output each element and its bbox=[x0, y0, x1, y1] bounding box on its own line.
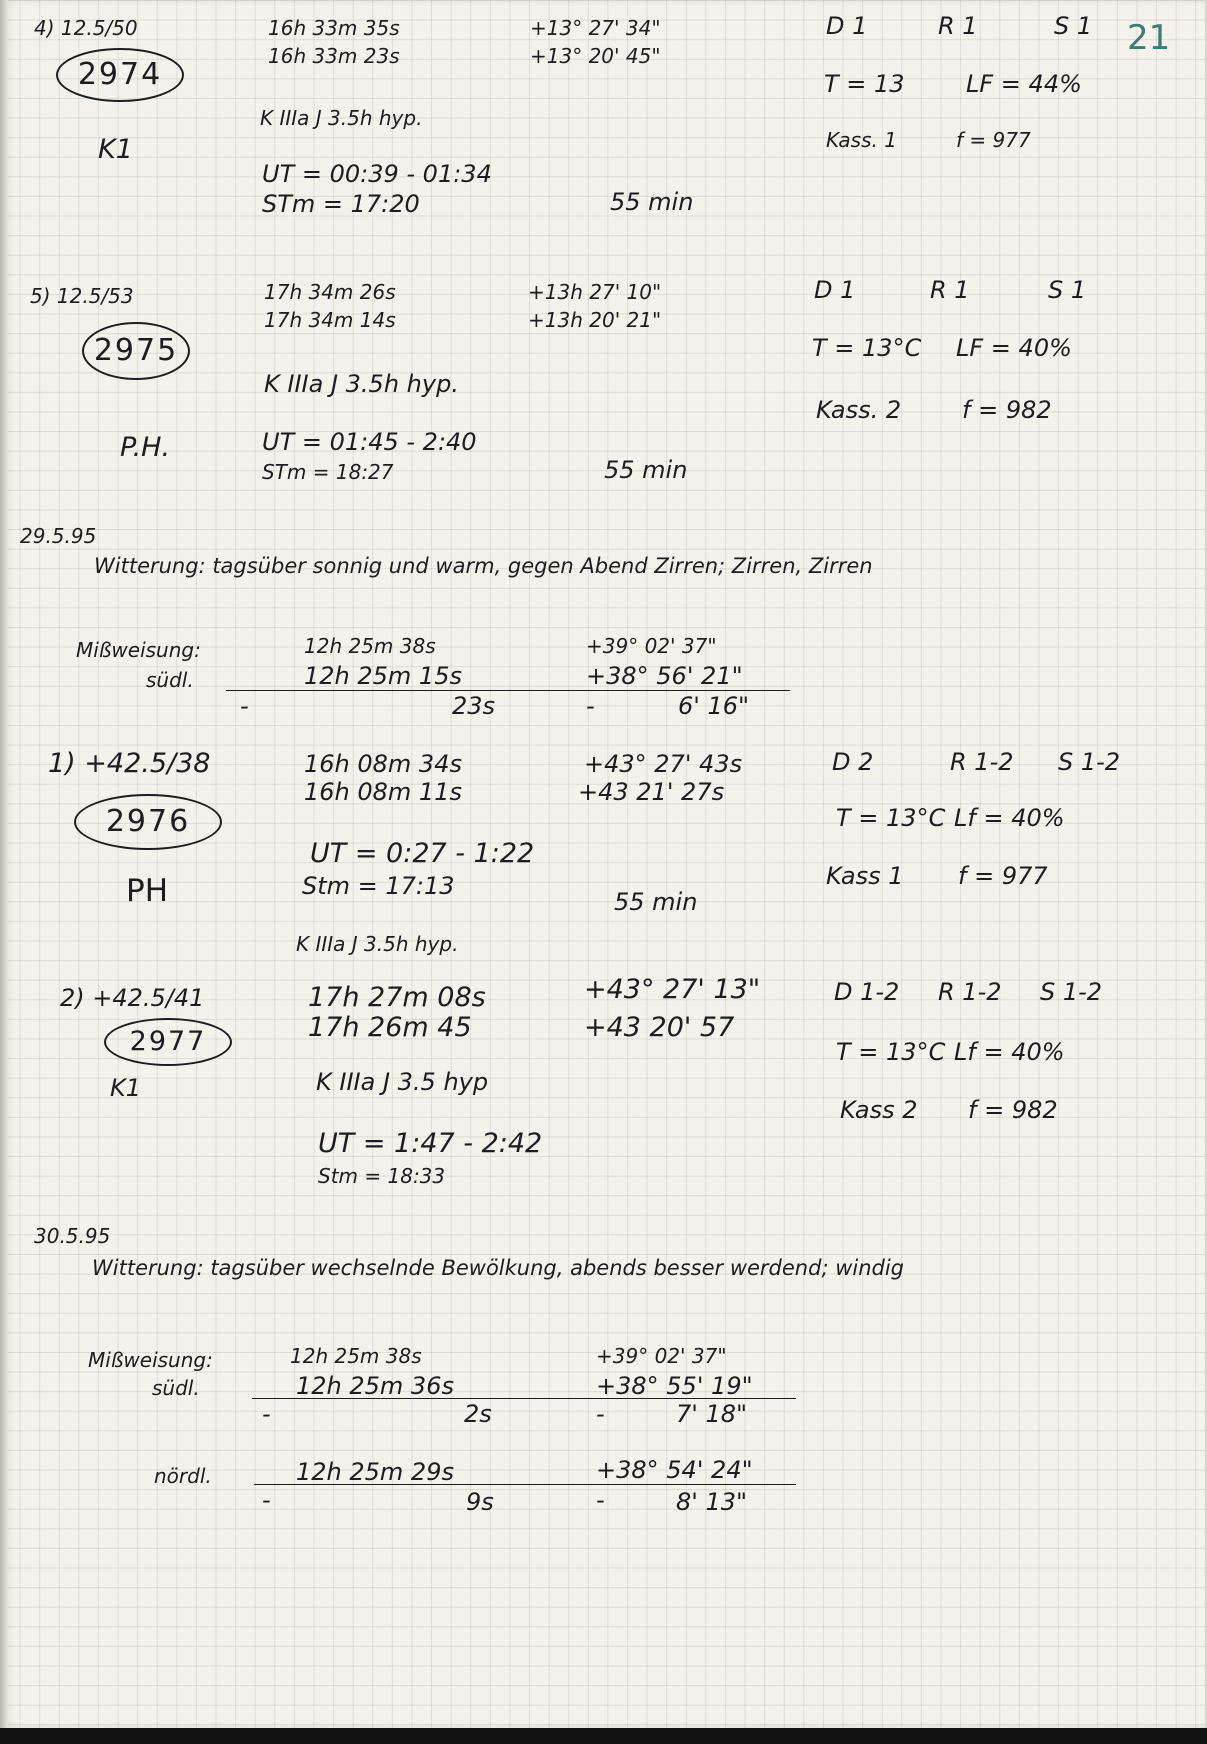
page-number: 21 bbox=[1127, 18, 1171, 58]
r-rating: R 1-2 bbox=[938, 978, 1002, 1006]
dec-reference: +39° 02' 37" bbox=[596, 1344, 727, 1368]
ra-start: 16h 08m 34s bbox=[304, 750, 462, 778]
temperature: T = 13°C bbox=[836, 804, 946, 832]
polar-misalignment-label: Mißweisung: bbox=[88, 1348, 213, 1372]
dec-minus-sign-north: - bbox=[596, 1486, 605, 1514]
sidereal-time: Stm = 18:33 bbox=[318, 1164, 446, 1188]
observation-label: 1) +42.5/38 bbox=[48, 748, 211, 779]
ra-start: 16h 33m 35s bbox=[268, 16, 400, 40]
humidity: Lf = 40% bbox=[954, 804, 1065, 832]
direction-label: südl. bbox=[146, 668, 194, 692]
sidereal-time: Stm = 17:13 bbox=[302, 872, 455, 900]
cassette: Kass. 1 bbox=[826, 128, 897, 152]
subtraction-line bbox=[226, 690, 790, 691]
plate-type: K IIIa J 3.5h hyp. bbox=[264, 370, 459, 398]
d-rating: D 1-2 bbox=[834, 978, 900, 1006]
dec-end: +13° 20' 45" bbox=[530, 44, 661, 68]
dec-start: +43° 27' 43s bbox=[584, 750, 743, 778]
dec-measured-north: +38° 54' 24" bbox=[596, 1456, 753, 1484]
observer-initials: PH bbox=[126, 873, 169, 909]
focal-value: f = 982 bbox=[968, 1096, 1058, 1124]
observation-label: 5) 12.5/53 bbox=[30, 284, 134, 308]
plate-type: K IIIa J 3.5h hyp. bbox=[296, 932, 459, 956]
r-rating: R 1-2 bbox=[950, 748, 1014, 776]
ra-end: 16h 08m 11s bbox=[304, 778, 462, 806]
s-rating: S 1 bbox=[1048, 276, 1087, 304]
humidity: Lf = 40% bbox=[954, 1038, 1065, 1066]
plate-number: 2976 bbox=[74, 794, 222, 850]
focal-value: f = 977 bbox=[956, 128, 1031, 152]
plate-number: 2975 bbox=[82, 322, 190, 380]
ut-time: UT = 00:39 - 01:34 bbox=[262, 160, 492, 188]
direction-label: südl. bbox=[152, 1376, 200, 1400]
direction-label-north: nördl. bbox=[154, 1464, 212, 1488]
polar-misalignment-label: Mißweisung: bbox=[76, 638, 201, 662]
weather-note: Witterung: tagsüber wechselnde Bewölkung, abends besser werdend; windig bbox=[92, 1256, 905, 1280]
weather-note: Witterung: tagsüber sonnig und warm, gegen Abend Zirren; Zirren, Zirren bbox=[94, 554, 873, 578]
ra-end: 17h 34m 14s bbox=[264, 308, 396, 332]
dec-start: +13° 27' 34" bbox=[530, 16, 661, 40]
duration: 55 min bbox=[604, 456, 688, 484]
dec-difference: 7' 18" bbox=[676, 1400, 748, 1428]
dec-start: +43° 27' 13" bbox=[584, 974, 761, 1005]
focal-value: f = 982 bbox=[962, 396, 1052, 424]
ut-time: UT = 01:45 - 2:40 bbox=[262, 428, 477, 456]
ra-reference: 12h 25m 38s bbox=[290, 1344, 422, 1368]
dec-start: +13h 27' 10" bbox=[528, 280, 662, 304]
ra-measured-north: 12h 25m 29s bbox=[296, 1458, 454, 1486]
temperature: T = 13°C bbox=[836, 1038, 946, 1066]
dec-end: +13h 20' 21" bbox=[528, 308, 662, 332]
ut-time: UT = 0:27 - 1:22 bbox=[310, 838, 535, 869]
sidereal-time: STm = 17:20 bbox=[262, 190, 420, 218]
humidity: LF = 44% bbox=[966, 70, 1082, 98]
ra-reference: 12h 25m 38s bbox=[304, 634, 436, 658]
ra-start: 17h 27m 08s bbox=[308, 982, 486, 1013]
focal-value: f = 977 bbox=[958, 862, 1048, 890]
ra-minus-sign: - bbox=[262, 1400, 271, 1428]
dec-end: +43 21' 27s bbox=[578, 778, 725, 806]
ut-time: UT = 1:47 - 2:42 bbox=[318, 1128, 543, 1159]
dec-difference: 6' 16" bbox=[678, 692, 750, 720]
duration: 55 min bbox=[610, 188, 694, 216]
dec-minus-sign: - bbox=[596, 1400, 605, 1428]
temperature: T = 13°C bbox=[812, 334, 922, 362]
d-rating: D 2 bbox=[832, 748, 874, 776]
cassette: Kass. 2 bbox=[816, 396, 902, 424]
sidereal-time: STm = 18:27 bbox=[262, 460, 394, 484]
date-heading: 29.5.95 bbox=[20, 524, 97, 548]
ra-difference: 2s bbox=[464, 1400, 492, 1428]
dec-reference: +39° 02' 37" bbox=[586, 634, 717, 658]
dec-measured: +38° 55' 19" bbox=[596, 1372, 753, 1400]
dec-difference-north: 8' 13" bbox=[676, 1488, 748, 1516]
ra-difference-north: 9s bbox=[466, 1488, 494, 1516]
ra-difference: 23s bbox=[452, 692, 496, 720]
plate-number: 2977 bbox=[104, 1018, 232, 1066]
observer-initials: K1 bbox=[98, 134, 133, 165]
ra-minus-sign: - bbox=[240, 692, 249, 720]
observation-label: 4) 12.5/50 bbox=[34, 16, 138, 40]
cassette: Kass 1 bbox=[826, 862, 904, 890]
ra-minus-sign-north: - bbox=[262, 1486, 271, 1514]
humidity: LF = 40% bbox=[956, 334, 1072, 362]
temperature: T = 13 bbox=[824, 70, 905, 98]
subtraction-line-north bbox=[254, 1484, 796, 1485]
ra-measured: 12h 25m 36s bbox=[296, 1372, 454, 1400]
ra-end: 17h 26m 45 bbox=[308, 1012, 472, 1043]
s-rating: S 1-2 bbox=[1058, 748, 1121, 776]
plate-number: 2974 bbox=[56, 48, 184, 102]
date-heading: 30.5.95 bbox=[34, 1224, 111, 1248]
observation-label: 2) +42.5/41 bbox=[60, 984, 205, 1012]
plate-type: K IIIa J 3.5h hyp. bbox=[260, 106, 423, 130]
ra-end: 16h 33m 23s bbox=[268, 44, 400, 68]
dec-minus-sign: - bbox=[586, 692, 595, 720]
s-rating: S 1 bbox=[1054, 12, 1093, 40]
dec-end: +43 20' 57 bbox=[584, 1012, 735, 1043]
d-rating: D 1 bbox=[826, 12, 868, 40]
page-bottom-edge bbox=[0, 1728, 1207, 1744]
observer-initials: P.H. bbox=[120, 432, 171, 463]
duration: 55 min bbox=[614, 888, 698, 916]
r-rating: R 1 bbox=[938, 12, 978, 40]
s-rating: S 1-2 bbox=[1040, 978, 1103, 1006]
observer-initials: K1 bbox=[110, 1074, 142, 1102]
subtraction-line bbox=[252, 1398, 796, 1399]
ra-start: 17h 34m 26s bbox=[264, 280, 396, 304]
ra-measured: 12h 25m 15s bbox=[304, 662, 462, 690]
plate-type: K IIIa J 3.5 hyp bbox=[316, 1068, 489, 1096]
d-rating: D 1 bbox=[814, 276, 856, 304]
dec-measured: +38° 56' 21" bbox=[586, 662, 743, 690]
cassette: Kass 2 bbox=[840, 1096, 918, 1124]
r-rating: R 1 bbox=[930, 276, 970, 304]
notebook-spine bbox=[0, 0, 8, 1728]
